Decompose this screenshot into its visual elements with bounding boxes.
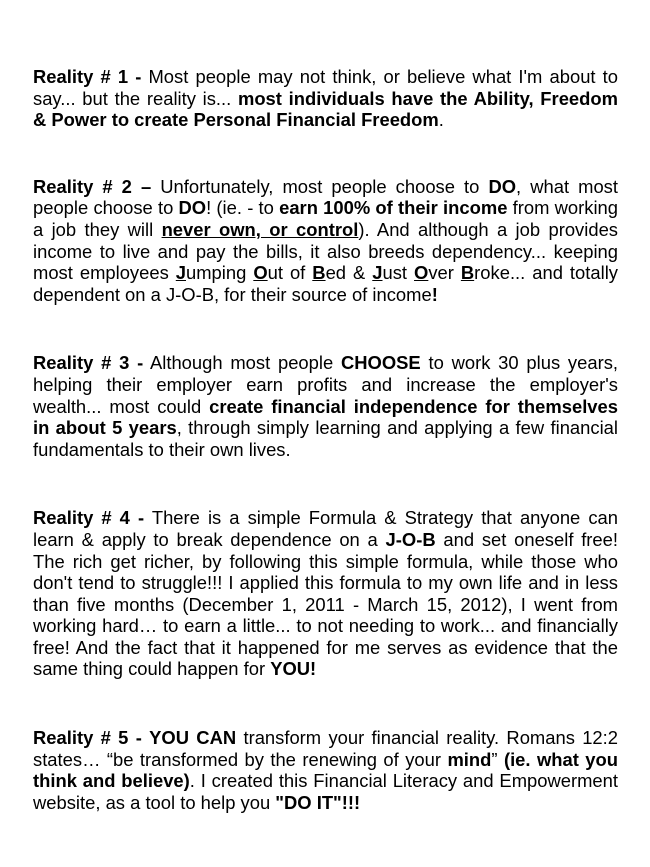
reality-5-ie: (ie. what you think and believe) (33, 748, 618, 792)
reality-4-text-a: There is a simple Formula & Strategy that anyone can learn & apply to break dependence on a (33, 507, 618, 550)
reality-4-paragraph (33, 507, 618, 680)
reality-2-do-1: DO (488, 175, 517, 197)
reality-2-text-g: ut of (267, 262, 313, 284)
reality-3-choose: CHOOSE (340, 352, 421, 374)
reality-5-text-b: . I created this Financial Literacy and Empowerment website, as a tool to help you (33, 770, 618, 813)
reality-2-letter-b: B (312, 262, 326, 284)
reality-2-letter-o: O (253, 262, 268, 284)
reality-5-quote-close: ” (491, 748, 504, 770)
reality-2-text-c: ! (ie. - to (206, 197, 280, 219)
reality-2-letter-o-2: O (414, 262, 429, 284)
reality-5-label: Reality # 5 - (33, 727, 142, 749)
reality-4-label: Reality # 4 - (33, 507, 145, 529)
reality-3-text-b: to work 30 plus years, helping their employer earn profits and increase the employer's wealth... most could (33, 352, 619, 417)
reality-5-text-a: transform your financial reality. Romans 12:2 states… “be transformed by the renewing of your (33, 727, 618, 770)
reality-4-you: YOU! (270, 658, 317, 680)
reality-2-letter-j-2: J (372, 262, 383, 284)
reality-5-paragraph (33, 727, 618, 813)
reality-3-label: Reality # 3 - (33, 352, 144, 374)
reality-2-paragraph (33, 176, 618, 306)
reality-2-text-d: from working a job they will (33, 197, 619, 240)
reality-2-text-j: ver (428, 262, 461, 284)
reality-1-label: Reality # 1 - (33, 66, 142, 87)
reality-5-mind: mind (447, 748, 492, 770)
reality-2-letter-j: J (175, 262, 186, 284)
reality-5-do-it: "DO IT"!!! (275, 791, 361, 813)
reality-1-period: . (438, 109, 444, 131)
reality-3-text-a: Although most people (143, 352, 341, 374)
reality-3-bold: create financial independence for themselves in about 5 years (33, 395, 618, 439)
reality-2-text-f: umping (186, 262, 254, 284)
reality-2-text-e: ). And although a job provides income to live and pay the bills, it also breeds dependency... keeping most employees (33, 218, 618, 284)
reality-4-job: J-O-B (385, 528, 436, 550)
reality-1-bold: most individuals have the Ability, Freedom & Power to create Personal Financial Freedom (33, 87, 618, 131)
reality-5-you-can: YOU CAN (149, 727, 237, 749)
reality-4-text-b: and set oneself free! The rich get richer, by following this simple formula, while those who don't tend to struggle!!! I applied this formula to my own life and in less than five months (December 1, 2011 - March 15, 2012), I went from working hard… to earn a little... to not needing to work... and financially free! And the fact that it happened for me serves as evidence that the same thing could happen for (33, 528, 618, 680)
reality-3-text-c: , through simply learning and applying a few financial fundamentals to their own lives. (33, 417, 618, 460)
reality-2-label: Reality # 2 – (33, 175, 152, 197)
reality-2-earn-income: earn 100% of their income (279, 197, 508, 219)
reality-1-text: Most people may not think, or believe what I'm about to say... but the reality is... (33, 66, 619, 109)
reality-2-never-own: never own, or control (161, 218, 359, 240)
reality-2-text-b: , what most people choose to (33, 175, 618, 219)
reality-1-paragraph (33, 66, 618, 131)
reality-2-text-h: ed & (325, 262, 373, 284)
reality-2-do-2: DO (178, 197, 207, 219)
reality-2-text-a: Unfortunately, most people choose to (151, 175, 489, 197)
reality-3-paragraph (33, 352, 618, 460)
reality-2-letter-b-2: B (460, 262, 475, 284)
reality-2-exclaim: ! (431, 283, 438, 305)
document-page (33, 66, 618, 813)
reality-2-text-k: roke... and totally dependent on a J-O-B, for their source of income (33, 262, 618, 305)
reality-2-text-i: ust (382, 262, 415, 284)
